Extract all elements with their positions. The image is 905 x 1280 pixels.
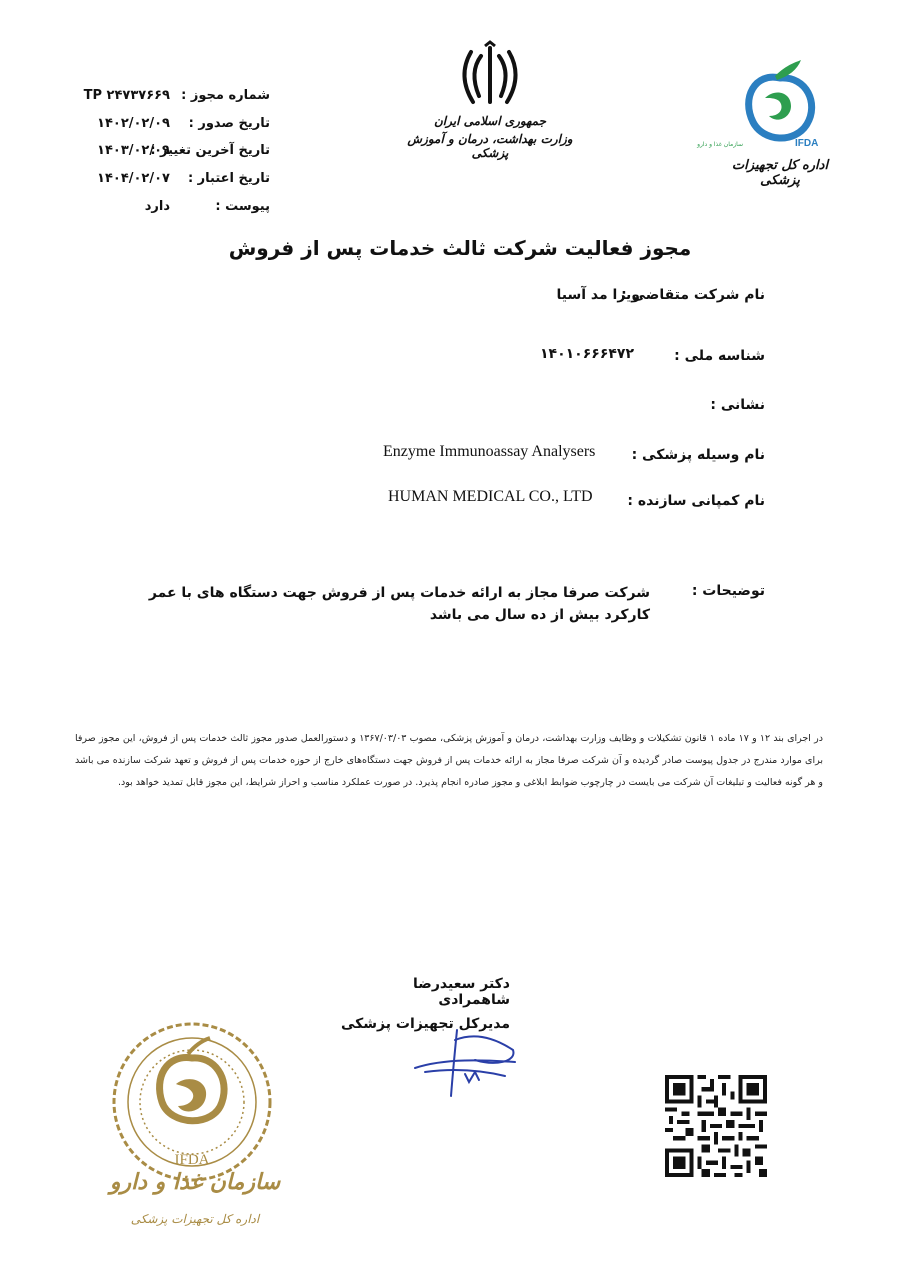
validity-label: تاریخ اعتبار : [187,171,270,186]
seal-logo-text: IFDA [174,1152,210,1168]
description-value: شرکت صرفا مجاز به ارائه خدمات پس از فروش جهت دستگاه های با عمر کارکرد بیش از ده سال می باشد [148,585,650,623]
permit-number-label: شماره مجوز : [181,88,270,103]
issue-date-label: تاریخ صدور : [188,116,270,131]
handwritten-signature [395,1010,525,1100]
ifda-header [697,58,845,188]
ifda-logo-icon [697,58,825,150]
seal-caption-sub: اداره کل تجهیزات پزشکی [130,1212,260,1226]
iran-emblem-icon [455,42,525,110]
description-label: توضیحات : [691,583,765,599]
permit-number-value: TP ۲۴۷۳۷۶۶۹ [83,88,170,103]
last-change-value: ۱۴۰۳/۰۲/۰۹ [97,143,170,158]
signatory-title: مدیرکل تجهیزات پزشکی [340,1016,510,1032]
ifda-seal-icon [92,1018,292,1228]
ifda-logo-subtext: سازمان غذا و دارو [697,141,743,148]
address-label: نشانی : [710,397,765,413]
issue-date-row [60,116,270,140]
ministry-header [405,42,575,160]
attachment-value: دارد [144,199,170,214]
seal-caption-main: سازمان غذا و دارو [109,1170,281,1195]
signatory-name: دکتر سعیدرضا شاهمرادی [413,976,510,1008]
legal-paragraph: در اجرای بند ۱۲ و ۱۷ ماده ۱ قانون تشکیلات و وظایف وزارت بهداشت، درمان و آموزش پزشکی، مصوب ۱۳۶۷/۰۳/۰۳ و دستورالعمل صدور مجوز ثالث خدمات پس از فروش، این مجوز صرفا برای موارد مندرج در جدول پیوست صادر گردیده و آن شرکت صرفا مجاز به ارائه خدمات پس از فروش جهت دستگاه‌های خارج از حوزه خدمات پس از فروش و تعهد شرکت سازنده می باشد و هر گونه فعالیت و تبلیغات آن شرکت می بایست در چارچوب ضوابط ابلاغی و مجوز صادره انجام پذیرد. در صورت عملکرد مناسب و احراز شرایط، این مجوز قابل تمدید خواهد بود. [75,733,823,788]
manufacturer-value: HUMAN MEDICAL CO., LTD [388,488,593,505]
ministry-line-1: جمهوری اسلامی ایران [433,114,547,128]
permit-number-row [60,88,270,112]
ifda-caption: اداره کل تجهیزات پزشکی [731,158,829,188]
qr-code-icon [665,1075,767,1177]
attachment-row [60,199,270,223]
company-label: نام شرکت متقاضی : [621,287,765,303]
device-label: نام وسیله پزشکی : [631,447,765,463]
device-value: Enzyme Immunoassay Analysers [383,443,596,460]
last-change-row [60,143,270,167]
page-title: مجوز فعالیت شرکت ثالث خدمات پس از فروش [228,236,692,260]
issue-date-value: ۱۴۰۲/۰۲/۰۹ [97,116,170,131]
ministry-line-2: وزارت بهداشت، درمان و آموزش پزشکی [407,132,573,160]
national-id-label: شناسه ملی : [674,348,765,364]
manufacturer-label: نام کمپانی سازنده : [627,493,765,509]
ifda-logo-text: IFDA [795,138,819,149]
company-value: ویرا مد آسیا [556,287,640,303]
validity-row [60,171,270,195]
national-id-value: ۱۴۰۱۰۶۶۶۴۷۲ [540,346,634,362]
attachment-label: پیوست : [215,199,270,214]
validity-value: ۱۴۰۴/۰۲/۰۷ [97,171,170,186]
last-change-label: تاریخ آخرین تغییر : [150,143,270,158]
